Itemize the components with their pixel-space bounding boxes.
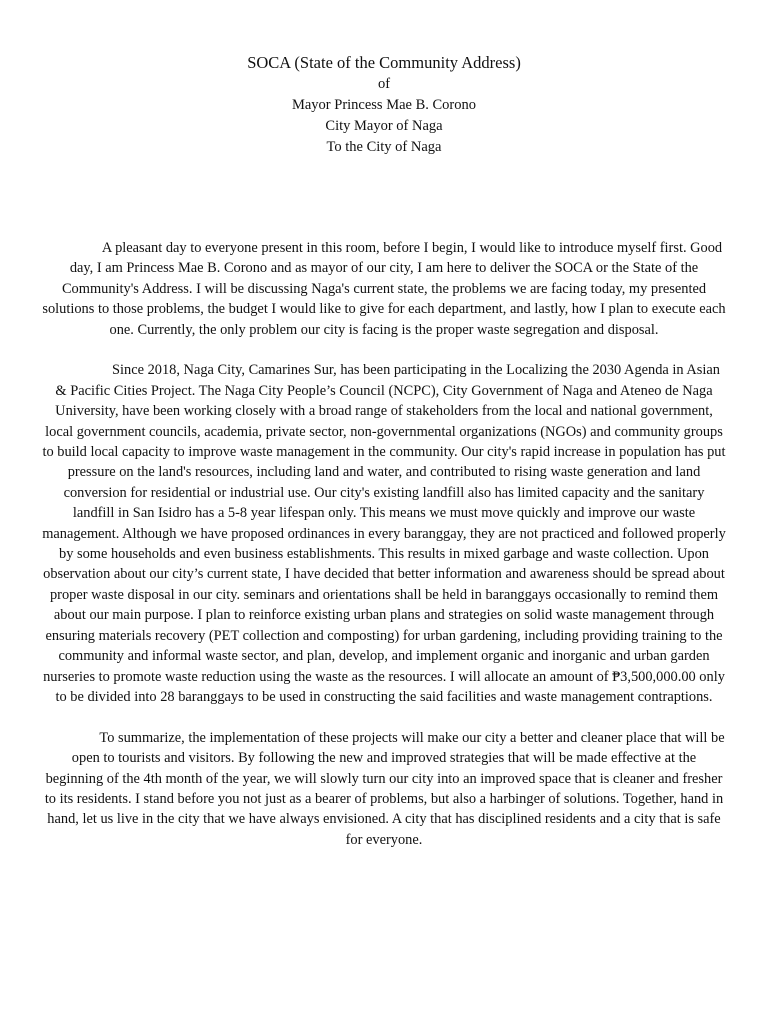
paragraph-text: A pleasant day to everyone present in this room, before I begin, I would like to introduce myself first. Good day, I am Princess Mae B. Corono and as mayor of our city, I am here to deliver the SOCA or the State of the Community's Address. I will be discussing Naga's current state, the problems we are facing today, my presented solutions to those problems, the budget I would like to give for each department, and lastly, how I plan to execute each one. Currently, the only problem our city is facing is the proper waste segregation and disposal.	[42, 240, 726, 338]
audience-line: To the City of Naga	[326, 139, 442, 155]
document-title: SOCA (State of the Community Address)	[247, 53, 521, 72]
document-body	[42, 238, 726, 871]
paragraph-introduction	[42, 238, 726, 340]
paragraph-text: Since 2018, Naga City, Camarines Sur, has been participating in the Localizing the 2030 Agenda in Asian & Pacific Cities Project. The Naga City People’s Council (NCPC), City Government of Naga and Ateneo de Naga University, have been working closely with a broad range of stakeholders from the local and national government, local government councils, academia, private sector, non-governmental organizations (NGOs) and community groups to build local capacity to improve waste management in the community. Our city's rapid increase in population has put pressure on the land's resources, including land and water, and contributed to rising waste generation and land conversion for residential or industrial use. Our city's existing landfill also has limited capacity and the sanitary landfill in San Isidro has a 5-8 year lifespan only. This means we must move quickly and improve our waste management. Although we have proposed ordinances in every baranggay, they are not practiced and followed properly by some households and even business establishments. This results in mixed garbage and waste collection. Upon observation about our city’s current state, I have decided that better information and awareness should be spread about proper waste disposal in our city. seminars and orientations shall be held in baranggays occasionally to remind them about our main purpose. I plan to reinforce existing urban plans and strategies on solid waste management through ensuring materials recovery (PET collection and composting) for urban gardening, including providing training to the community and informal waste sector, and plan, develop, and implement organic and inorganic and urban garden nurseries to promote waste reduction using the waste as the resources. I will allocate an amount of ₱3,500,000.00 only to be divided into 28 baranggays to be used in constructing the said facilities and waste management contraptions.	[42, 362, 726, 705]
paragraph-text: To summarize, the implementation of these projects will make our city a better and cleaner place that will be open to tourists and visitors. By following the new and improved strategies that will be made effective at the beginning of the 4th month of the year, we will slowly turn our city into an improved space that is cleaner and fresher to its residents. I stand before you not just as a bearer of problems, but also a harbinger of solutions. Together, hand in hand, let us live in the city that we have always envisioned. A city that has disciplined residents and a city that is safe for everyone.	[44, 729, 725, 848]
of-line: of	[377, 76, 391, 92]
speaker-position: City Mayor of Naga	[325, 118, 443, 134]
speaker-name: Mayor Princess Mae B. Corono	[291, 97, 477, 113]
document-heading	[0, 52, 768, 158]
paragraph-waste-management	[42, 360, 726, 707]
paragraph-summary	[42, 728, 726, 850]
